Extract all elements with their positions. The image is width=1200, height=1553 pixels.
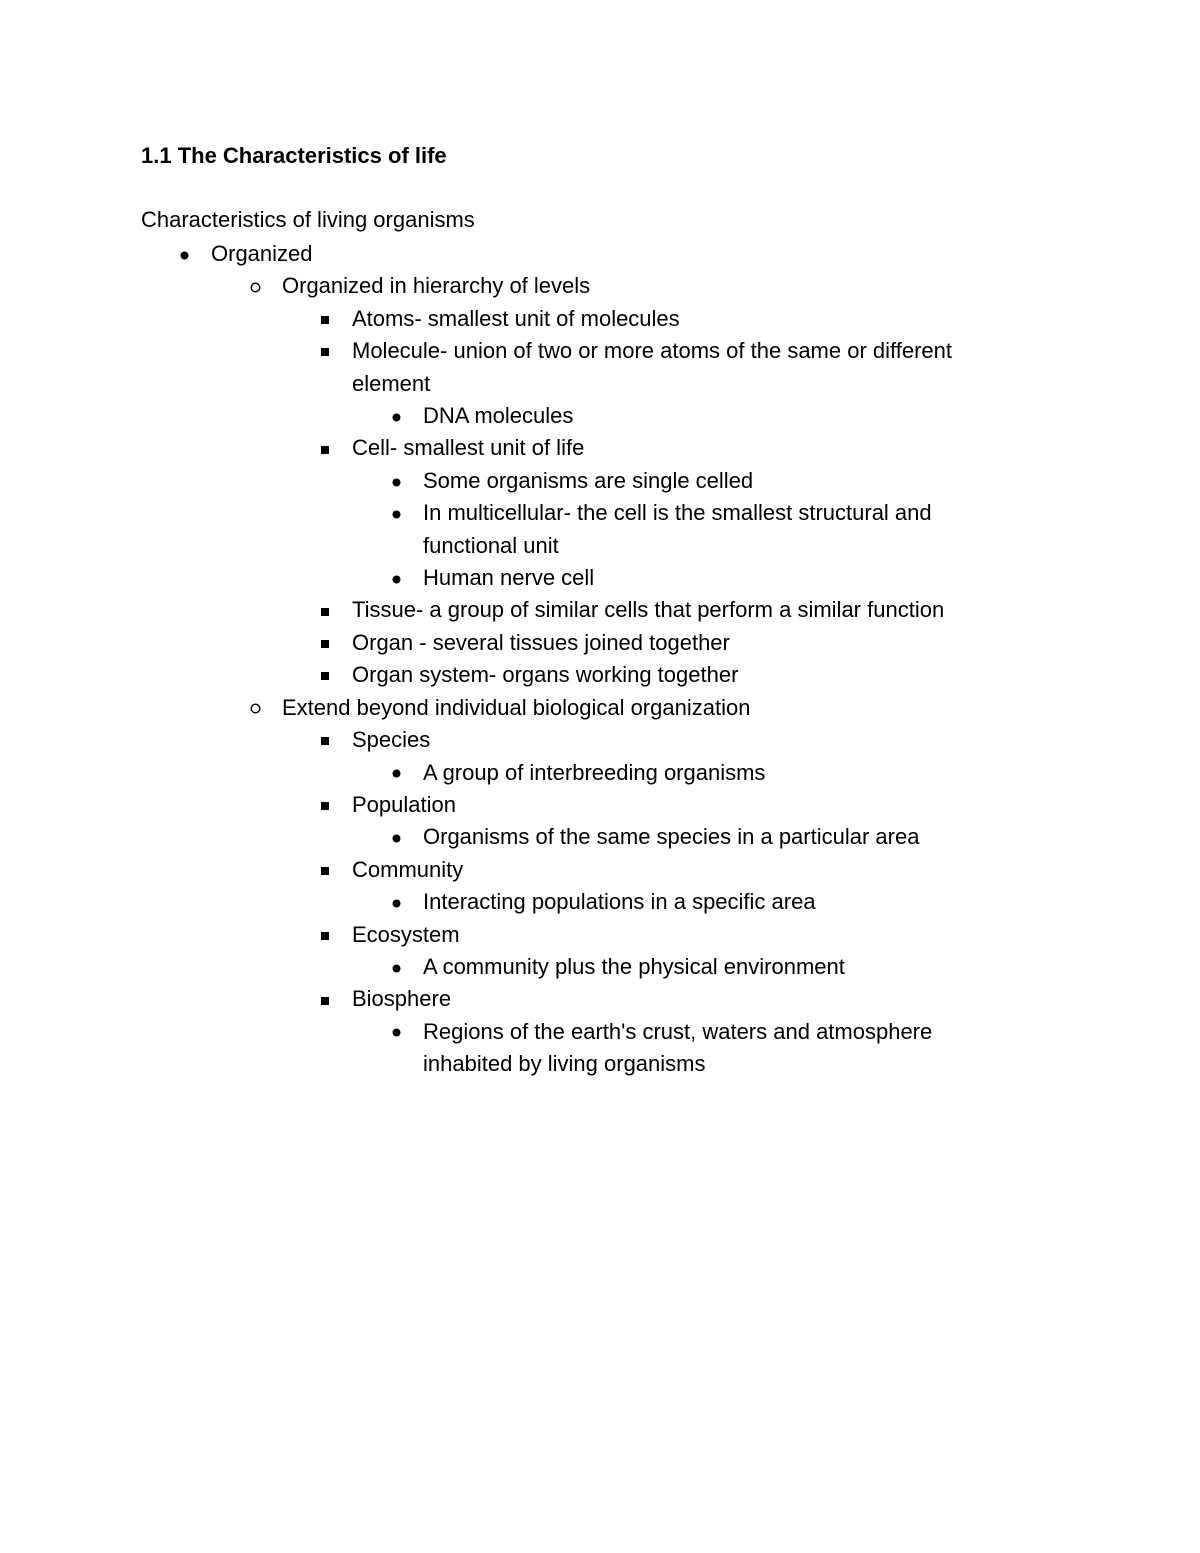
filled-circle-icon (386, 951, 406, 983)
filled-circle-icon (386, 757, 406, 789)
list-item (0, 270, 1200, 302)
list-item-text: Extend beyond individual biological organization (282, 694, 751, 720)
list-item (0, 400, 983, 432)
list-item (0, 335, 1012, 400)
list-item-text: Ecosystem (352, 921, 460, 947)
list-item (0, 983, 1012, 1015)
list-item-text: Organized in hierarchy of levels (282, 273, 591, 299)
list-item (0, 659, 1012, 691)
list-item (0, 919, 1012, 951)
list-item (0, 432, 1012, 464)
filled-square-icon (315, 854, 335, 886)
filled-square-icon (315, 724, 335, 756)
list-item-text: Some organisms are single celled (423, 467, 754, 493)
list-item-text: Human nerve cell (423, 565, 595, 591)
list-item (0, 627, 1012, 659)
list-item (0, 594, 1012, 626)
list-item (0, 886, 983, 918)
list-item (0, 562, 983, 594)
list-item-text: Regions of the earth's crust, waters and atmosphere inhabited by living organisms (423, 1018, 933, 1077)
filled-square-icon (315, 983, 335, 1015)
list-item-text: Tissue- a group of similar cells that perform a similar function (352, 597, 945, 623)
hollow-circle-icon (245, 270, 265, 302)
list-item-text: A community plus the physical environment (423, 953, 845, 979)
filled-circle-icon (386, 1016, 406, 1048)
list-item (0, 951, 983, 983)
list-item (0, 465, 983, 497)
filled-square-icon (315, 594, 335, 626)
list-item-text: In multicellular- the cell is the smallest structural and functional unit (423, 500, 932, 558)
list-item-text: Organisms of the same species in a particular area (423, 824, 920, 850)
filled-square-icon (315, 335, 335, 367)
hollow-circle-icon (245, 692, 265, 724)
list-item (0, 854, 1012, 886)
intro-line: Characteristics of living organisms (141, 207, 475, 232)
filled-square-icon (315, 627, 335, 659)
list-item (0, 757, 983, 789)
list-item (0, 724, 1012, 756)
list-item-text: Community (352, 856, 464, 882)
list-item-text: Organ - several tissues joined together (352, 629, 730, 655)
filled-square-icon (315, 303, 335, 335)
list-item-text: Species (352, 727, 431, 753)
filled-square-icon (315, 659, 335, 691)
list-item (0, 821, 983, 853)
list-item-text: Organ system- organs working together (352, 662, 739, 688)
filled-circle-icon (174, 238, 194, 270)
filled-square-icon (315, 432, 335, 464)
filled-circle-icon (386, 821, 406, 853)
filled-circle-icon (386, 886, 406, 918)
list-item-text: Cell- smallest unit of life (352, 435, 585, 461)
list-item (0, 692, 1200, 724)
filled-square-icon (315, 919, 335, 951)
list-item-text: Atoms- smallest unit of molecules (352, 305, 680, 331)
filled-square-icon (315, 789, 335, 821)
filled-circle-icon (386, 562, 406, 594)
list-item-text: A group of interbreeding organisms (423, 759, 766, 785)
list-item (0, 497, 983, 562)
list-item-text: Interacting populations in a specific area (423, 889, 816, 915)
filled-circle-icon (386, 400, 406, 432)
bullet-outline (0, 238, 1200, 1081)
filled-circle-icon (386, 497, 406, 529)
list-item-text: Molecule- union of two or more atoms of the same or different element (352, 338, 952, 396)
list-item-text: Biosphere (352, 986, 452, 1012)
filled-circle-icon (386, 465, 406, 497)
list-item-text: Organized (211, 241, 313, 266)
list-item (0, 789, 1012, 821)
list-item (0, 1016, 983, 1081)
list-item-text: DNA molecules (423, 403, 574, 429)
list-item (0, 303, 1012, 335)
list-item (0, 238, 1200, 270)
list-item-text: Population (352, 791, 456, 817)
document-title: 1.1 The Characteristics of life (141, 143, 447, 168)
